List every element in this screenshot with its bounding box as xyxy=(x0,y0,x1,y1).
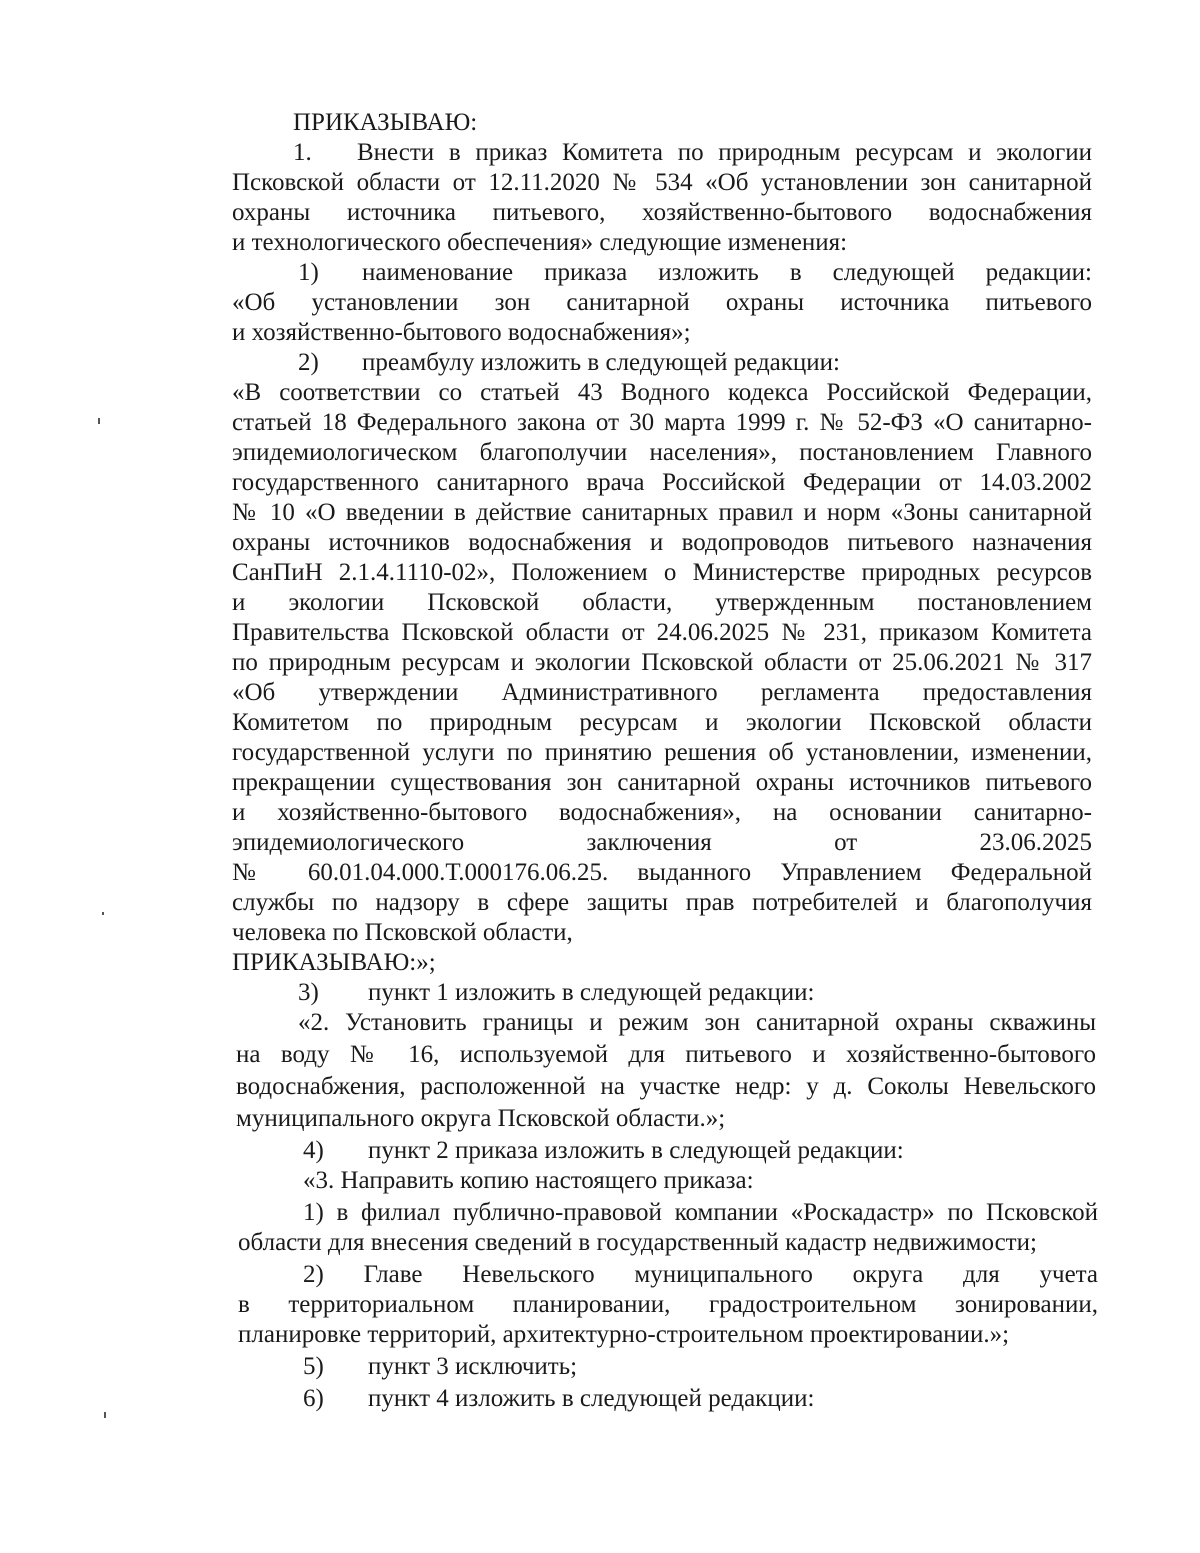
text-line: преамбулу изложить в следующей редакции: xyxy=(362,349,841,376)
preamble-line: статьей 18 Федерального закона от 30 марта 1999 г. № 52-ФЗ «О санитарно- xyxy=(232,409,1092,436)
text-line: пункт 2 приказа изложить в следующей редакции: xyxy=(368,1137,904,1164)
subitem-number: 5) xyxy=(303,1353,324,1380)
quote-line: на воду № 16, используемой для питьевого и хозяйственно-бытового xyxy=(236,1041,1096,1068)
quote-line: в территориальном планировании, градостроительном зонировании, xyxy=(238,1291,1098,1318)
preamble-line: № 60.01.04.000.Т.000176.06.25. выданного Управлением Федеральной xyxy=(232,859,1092,886)
preamble-line: эпидемиологическом благополучии населения», постановлением Главного xyxy=(232,439,1092,466)
text-line: наименование приказа изложить в следующей редакции: xyxy=(362,259,1092,286)
preamble-line: государственного санитарного врача Российской Федерации от 14.03.2002 xyxy=(232,469,1092,496)
text-line: Внести в приказ Комитета по природным ресурсам и экологии xyxy=(357,139,1092,166)
scan-speck xyxy=(104,1412,106,1418)
subitem-number: 2) xyxy=(298,349,319,376)
quote-line: 2) Главе Невельского муниципального округа для учета xyxy=(303,1261,1098,1288)
text-line: «Об установлении зон санитарной охраны источника питьевого xyxy=(232,289,1092,316)
subitem-number: 4) xyxy=(303,1137,324,1164)
preamble-line: государственной услуги по принятию решения об установлении, изменении, xyxy=(232,739,1092,766)
preamble-line: службы по надзору в сфере защиты прав потребителей и благополучия xyxy=(232,889,1092,916)
preamble-line: «Об утверждении Административного регламента предоставления xyxy=(232,679,1092,706)
preamble-end: ПРИКАЗЫВАЮ:»; xyxy=(232,949,436,976)
preamble-line: СанПиН 2.1.4.1110-02», Положением о Министерстве природных ресурсов xyxy=(232,559,1092,586)
text-line: Псковской области от 12.11.2020 № 534 «Об установлении зон санитарной xyxy=(232,169,1092,196)
preamble-line: эпидемиологического заключения от 23.06.2025 xyxy=(232,829,1092,856)
preamble-line: «В соответствии со статьей 43 Водного кодекса Российской Федерации, xyxy=(232,379,1092,406)
preamble-line: и экологии Псковской области, утвержденным постановлением xyxy=(232,589,1092,616)
preamble-line: по природным ресурсам и экологии Псковской области от 25.06.2021 № 317 xyxy=(232,649,1092,676)
text-line: и хозяйственно-бытового водоснабжения»; xyxy=(232,319,691,346)
subitem-number: 1) xyxy=(298,259,319,286)
preamble-line: человека по Псковской области, xyxy=(232,919,573,946)
preamble-line: прекращении существования зон санитарной охраны источников питьевого xyxy=(232,769,1092,796)
preamble-line: охраны источников водоснабжения и водопроводов питьевого назначения xyxy=(232,529,1092,556)
preamble-line: Правительства Псковской области от 24.06.2025 № 231, приказом Комитета xyxy=(232,619,1092,646)
scan-speck xyxy=(98,418,100,424)
quote-line: области для внесения сведений в государственный кадастр недвижимости; xyxy=(238,1229,1037,1256)
subitem-number: 3) xyxy=(298,979,319,1006)
text-line: и технологического обеспечения» следующие изменения: xyxy=(232,229,848,256)
preamble-line: № 10 «О введении в действие санитарных правил и норм «Зоны санитарной xyxy=(232,499,1092,526)
quote-line: планировке территорий, архитектурно-строительном проектировании.»; xyxy=(238,1321,1010,1348)
preamble-line: и хозяйственно-бытового водоснабжения», на основании санитарно- xyxy=(232,799,1092,826)
quote-line: «3. Направить копию настоящего приказа: xyxy=(303,1167,754,1194)
order-heading: ПРИКАЗЫВАЮ: xyxy=(293,109,478,136)
text-line: пункт 4 изложить в следующей редакции: xyxy=(368,1385,815,1412)
scan-speck xyxy=(102,912,104,915)
item-number: 1. xyxy=(293,139,312,166)
text-line: охраны источника питьевого, хозяйственно-бытового водоснабжения xyxy=(232,199,1092,226)
preamble-line: Комитетом по природным ресурсам и экологии Псковской области xyxy=(232,709,1092,736)
quote-line: «2. Установить границы и режим зон санитарной охраны скважины xyxy=(298,1009,1096,1036)
quote-line: муниципального округа Псковской области.»; xyxy=(236,1105,726,1132)
quote-line: водоснабжения, расположенной на участке недр: у д. Соколы Невельского xyxy=(236,1073,1096,1100)
subitem-number: 6) xyxy=(303,1385,324,1412)
quote-line: 1) в филиал публично-правовой компании «Роскадастр» по Псковской xyxy=(303,1199,1098,1226)
text-line: пункт 3 исключить; xyxy=(368,1353,578,1380)
text-line: пункт 1 изложить в следующей редакции: xyxy=(368,979,815,1006)
